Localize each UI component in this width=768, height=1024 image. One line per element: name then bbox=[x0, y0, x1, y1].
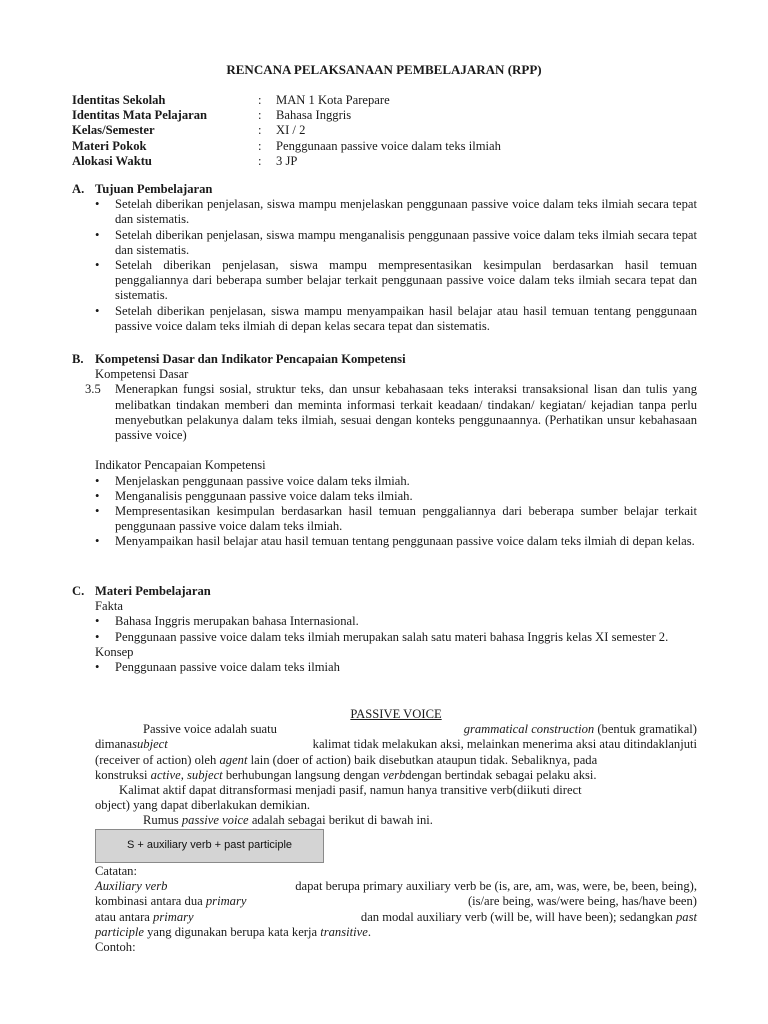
subheading-kd: Kompetensi Dasar bbox=[95, 367, 189, 382]
kd-text: Menerapkan fungsi sosial, struktur teks, dan unsur kebahasaan teks interaksi transaksional lisan dan tulis yang melibatkan tindakan memberi dan meminta informasi terkait keadaan/ tindakan/ kegiatan/ kejadian tanpa perlu menyebutkan pelakunya dalam teks ilmiah, sesuai dengan konteks penggunaannya. (Perhatikan unsur kebahasaan passive voice) bbox=[115, 382, 697, 443]
text-run: dengan bertindak sebagai pelaku aksi. bbox=[405, 767, 597, 782]
paragraph-line: Kalimat aktif dapat ditransformasi menjadi pasif, namun hanya transitive verb(diikuti direct bbox=[119, 782, 582, 797]
paragraph-line bbox=[95, 910, 697, 925]
identity-label: Materi Pokok bbox=[72, 138, 147, 153]
text-run: berhubungan langsung dengan bbox=[225, 767, 380, 782]
text-run: (receiver of action) oleh bbox=[95, 752, 217, 767]
text-run-italic: primary bbox=[205, 894, 247, 909]
list-item bbox=[72, 228, 697, 258]
kd-number: 3.5 bbox=[85, 382, 101, 397]
paragraph-line bbox=[95, 737, 697, 752]
text-run: konstruksi bbox=[95, 767, 148, 782]
bullet-icon: • bbox=[95, 614, 100, 629]
list-item bbox=[72, 197, 697, 227]
section-title: Kompetensi Dasar dan Indikator Pencapaian Kompetensi bbox=[95, 352, 406, 366]
bullet-icon: • bbox=[95, 660, 100, 675]
bullet-icon: • bbox=[95, 629, 100, 644]
bullet-icon: • bbox=[95, 227, 100, 242]
passive-voice-section bbox=[95, 707, 697, 829]
formula-box: S + auxiliary verb + past participle bbox=[95, 829, 324, 863]
text-run: dapat berupa primary auxiliary verb be (is, are, am, was, were, be, been, being), bbox=[295, 879, 697, 894]
list-item-text: Penggunaan passive voice dalam teks ilmiah merupakan salah satu materi bahasa Inggris kelas XI semester 2. bbox=[115, 629, 669, 644]
identity-colon: : bbox=[258, 108, 262, 123]
text-run: dan modal auxiliary verb (will be, will have been); sedangkan bbox=[360, 909, 673, 924]
subheading-ipk: Indikator Pencapaian Kompetensi bbox=[95, 458, 266, 473]
section-title: Materi Pembelajaran bbox=[95, 584, 211, 598]
text-run-italic: Auxiliary verb bbox=[95, 879, 168, 894]
identity-colon: : bbox=[258, 138, 262, 153]
list-item bbox=[72, 660, 697, 675]
text-run-italic: verb bbox=[382, 767, 406, 782]
text-run: kalimat tidak melakukan aksi, melainkan menerima aksi atau ditindaklanjuti bbox=[312, 737, 697, 752]
identity-label: Alokasi Waktu bbox=[72, 153, 152, 168]
text-run: (bentuk gramatikal) bbox=[597, 722, 697, 737]
text-run-italic: agent bbox=[219, 752, 248, 767]
list-item bbox=[72, 630, 697, 645]
list-item-text: Setelah diberikan penjelasan, siswa mampu menganalisis penggunaan passive voice dalam teks ilmiah secara tepat dan sistematis. bbox=[115, 227, 697, 257]
bullet-icon: • bbox=[95, 473, 100, 488]
text-run: atau antara bbox=[95, 909, 150, 924]
list-item-text: Setelah diberikan penjelasan, siswa mampu menyampaikan hasil belajar atau hasil temuan tentang penggunaan passive voice dalam teks ilmiah di depan kelas secara tepat dan sistematis. bbox=[115, 303, 697, 333]
list-item bbox=[72, 534, 697, 549]
identity-value: 3 JP bbox=[276, 153, 298, 168]
list-item-text: Penggunaan passive voice dalam teks ilmiah bbox=[115, 660, 340, 675]
text-run: Rumus bbox=[143, 813, 179, 828]
list-item bbox=[72, 489, 697, 504]
text-run-italic: transitive bbox=[320, 924, 368, 939]
kd-item bbox=[72, 382, 697, 443]
section-letter: A. bbox=[72, 182, 85, 196]
identity-value: XI / 2 bbox=[276, 123, 306, 138]
bullet-icon: • bbox=[95, 197, 100, 212]
section-kompetensi bbox=[72, 352, 697, 550]
list-item bbox=[72, 304, 697, 334]
paragraph-line: object) yang dapat diberlakukan demikian. bbox=[95, 798, 311, 813]
page-title: RENCANA PELAKSANAAN PEMBELAJARAN (RPP) bbox=[226, 62, 542, 77]
section-heading bbox=[72, 352, 697, 367]
text-run: adalah sebagai berikut di bawah ini. bbox=[251, 813, 433, 828]
identity-label: Identitas Sekolah bbox=[72, 93, 166, 107]
text-run-italic: participle bbox=[95, 924, 144, 939]
list-item bbox=[72, 474, 697, 489]
identity-row bbox=[72, 93, 501, 108]
identity-row bbox=[72, 139, 501, 154]
bullet-icon: • bbox=[95, 534, 100, 549]
list-item-text: Setelah diberikan penjelasan, siswa mampu mempresentasikan kesimpulan berdasarkan hasil temuan penggaliannya dari beberapa sumber belajar terkait penggunaan passive voice dalam teks ilmiah secara tepat dan sistematis. bbox=[115, 258, 697, 303]
identity-value: Bahasa Inggris bbox=[276, 108, 352, 123]
section-letter: B. bbox=[72, 352, 84, 366]
identity-row bbox=[72, 123, 501, 138]
catatan-label: Catatan: bbox=[95, 864, 137, 878]
text-run: Passive voice adalah suatu bbox=[143, 722, 277, 737]
bullet-icon: • bbox=[95, 303, 100, 318]
text-run: (is/are being, was/were being, has/have been) bbox=[467, 894, 697, 909]
identity-row bbox=[72, 108, 501, 123]
paragraph-line bbox=[95, 722, 697, 737]
subheading-fakta: Fakta bbox=[95, 599, 123, 614]
text-run-italic: active, subject bbox=[150, 767, 223, 782]
section-tujuan bbox=[72, 182, 697, 334]
list-item-text: Menjelaskan penggunaan passive voice dalam teks ilmiah. bbox=[115, 473, 410, 488]
text-run-italic: subject bbox=[132, 737, 168, 752]
text-run: yang digunakan berupa kata kerja bbox=[147, 924, 318, 939]
text-run-italic: grammatical construction bbox=[463, 722, 595, 737]
identity-value: Penggunaan passive voice dalam teks ilmiah bbox=[276, 138, 501, 153]
list-item-text: Mempresentasikan kesimpulan berdasarkan hasil temuan penggaliannya dari beberapa sumber belajar terkait penggunaan passive voice dalam teks ilmiah. bbox=[115, 504, 697, 534]
text-run: dimana bbox=[95, 737, 133, 752]
passive-voice-heading: PASSIVE VOICE bbox=[350, 707, 442, 721]
text-run: . bbox=[367, 924, 371, 939]
paragraph-line bbox=[95, 768, 697, 783]
list-item-text: Menyampaikan hasil belajar atau hasil temuan tentang penggunaan passive voice dalam teks ilmiah di depan kelas. bbox=[115, 534, 695, 549]
list-item bbox=[72, 614, 697, 629]
paragraph-line bbox=[95, 894, 697, 909]
catatan-section bbox=[95, 864, 697, 955]
bullet-icon: • bbox=[95, 258, 100, 273]
identity-colon: : bbox=[258, 123, 262, 138]
text-run-italic: primary bbox=[153, 909, 194, 924]
paragraph-line bbox=[95, 925, 697, 940]
contoh-label: Contoh: bbox=[95, 939, 136, 954]
list-item-text: Bahasa Inggris merupakan bahasa Internasional. bbox=[115, 614, 359, 629]
list-item bbox=[72, 258, 697, 304]
identity-row bbox=[72, 154, 501, 169]
bullet-icon: • bbox=[95, 488, 100, 503]
section-title: Tujuan Pembelajaran bbox=[95, 182, 213, 196]
identity-value: MAN 1 Kota Parepare bbox=[276, 93, 390, 107]
text-run-italic: passive voice bbox=[181, 813, 249, 828]
text-run: kombinasi antara dua bbox=[95, 894, 203, 909]
list-item bbox=[72, 504, 697, 534]
paragraph-line bbox=[95, 813, 697, 828]
identity-colon: : bbox=[258, 93, 262, 107]
section-heading bbox=[72, 182, 697, 197]
section-letter: C. bbox=[72, 584, 85, 598]
identity-label: Identitas Mata Pelajaran bbox=[72, 108, 208, 123]
text-run-italic: past bbox=[676, 909, 697, 924]
paragraph-line bbox=[95, 879, 697, 894]
paragraph-line bbox=[95, 753, 697, 768]
list-item-text: Menganalisis penggunaan passive voice dalam teks ilmiah. bbox=[115, 488, 413, 503]
subheading-konsep: Konsep bbox=[95, 644, 134, 659]
section-materi bbox=[72, 584, 697, 675]
list-item-text: Setelah diberikan penjelasan, siswa mampu menjelaskan penggunaan passive voice dalam teks ilmiah secara tepat dan sistematis. bbox=[115, 197, 697, 227]
identity-label: Kelas/Semester bbox=[72, 123, 155, 138]
bullet-icon: • bbox=[95, 504, 100, 519]
text-run: lain (doer of action) baik disebutkan ataupun tidak. Sebaliknya, pada bbox=[250, 752, 598, 767]
identity-table bbox=[72, 93, 501, 169]
section-heading bbox=[72, 584, 697, 599]
identity-colon: : bbox=[258, 153, 262, 168]
